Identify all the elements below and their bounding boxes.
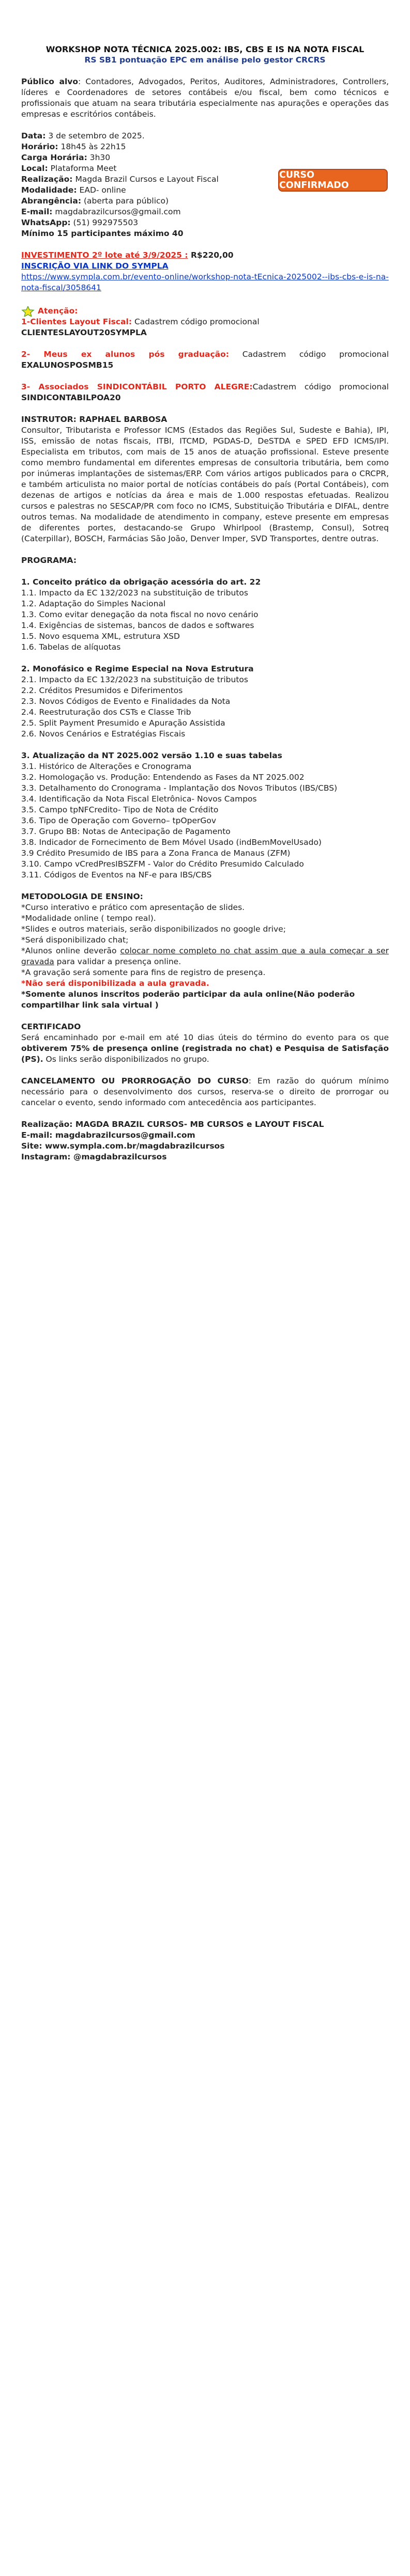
cancellation-text: : Em razão do quórum mínimo necessário para o desenvolvimento dos cursos, reserva-se o direito de prorrogar ou cancelar o evento, sendo informado com antecedência aos participantes. xyxy=(21,1076,389,1107)
list-item: 3.4. Identificação da Nota Fiscal Eletrônica- Novos Campos xyxy=(21,794,257,804)
list-item: 1.4. Exigências de sistemas, bancos de dados e softwares xyxy=(21,621,254,630)
certificate-text xyxy=(21,1032,389,1065)
detail-value: 3 de setembro de 2025. xyxy=(45,131,145,140)
instructor-heading-text: INSTRUTOR: RAPHAEL BARBOSA xyxy=(21,415,168,424)
instructor-heading xyxy=(21,414,389,425)
methodology-online-only xyxy=(21,989,389,1011)
program-section-title: 1. Conceito prático da obrigação acessória do art. 22 xyxy=(21,577,261,587)
discount-clients xyxy=(21,317,389,327)
detail-value: (51) 992975503 xyxy=(70,218,139,227)
detail-label: E-mail: xyxy=(21,207,53,216)
discount-lead: 3- Associados SINDICONTÁBIL PORTO ALEGRE: xyxy=(21,382,253,391)
list-item: 1.2. Adaptação do Simples Nacional xyxy=(21,599,166,608)
discount-code-clients xyxy=(21,327,389,338)
page-title: WORKSHOP NOTA TÉCNICA 2025.002: IBS, CBS E IS NA NOTA FISCAL xyxy=(45,44,365,54)
detail-whatsapp xyxy=(21,217,389,228)
detail-label: Realização: xyxy=(21,175,73,184)
program-section-title: 2. Monofásico e Regime Especial na Nova Estrutura xyxy=(21,664,254,673)
detail-participants xyxy=(21,228,389,239)
instructor-bio: Consultor, Tributarista e Professor ICMS (Estados das Regiões Sul, Sudeste e Bahia), IPI, ISS, emissão de notas fiscais, ITBI, ITCMD, PGDAS-D, DeSTDA e SPED EFD ICMS/IPI. Especialista em tributos, com mais de 15 anos de atuação profissional. Esteve presente como membro fundamental em diferentes empresas de consultoria tributária, bem como por inúmeras implantações de sistemas/ERP. Com vários artigos publicados para o CRCPR, e também articulista no maior portal de notícias contábeis do país (Portal Contábeis), com dezenas de artigos e notícias da área e mais de 1.000 respostas efetuadas. Realizou cursos e palestras no SESCAP/PR com foco no ICMS, Substituição Tributária e DIFAL, dentre outros temas. Na modalidade de atendimento in company, esteve presente em empresas de diferentes portes, destacando-se Grupo Whirlpool (Brastemp, Consul), Sotreq (Caterpillar), BOSCH, Farmácias São João, Denver Imper, SVD Transportes, dentre outras. xyxy=(21,426,389,543)
detail-value: Plataforma Meet xyxy=(48,164,117,173)
program-section-3 xyxy=(21,750,389,881)
certificate-text-part: Os links serão disponibilizados no grupo. xyxy=(43,1055,209,1064)
detail-value: EAD- online xyxy=(77,185,126,195)
detail-label: Local: xyxy=(21,164,48,173)
online-only-text: *Somente alunos inscritos poderão participar da aula online(Não poderão compartilhar link sala virtual ) xyxy=(21,989,355,1010)
detail-label: WhatsApp: xyxy=(21,218,71,227)
discount-lead: 1-Clientes Layout Fiscal: xyxy=(21,317,132,326)
program-heading xyxy=(21,555,389,566)
document-body xyxy=(21,44,389,1163)
list-item: 1.5. Novo esquema XML, estrutura XSD xyxy=(21,632,180,641)
list-item: 3.6. Tipo de Operação com Governo– tpOperGov xyxy=(21,816,217,825)
course-confirmed-button[interactable]: CURSO CONFIRMADO xyxy=(278,169,388,192)
list-item: 3.11. Códigos de Eventos na NF-e para IBS/CBS xyxy=(21,870,212,879)
methodology-line: *Modalidade online ( tempo real). xyxy=(21,914,156,923)
methodology-line: *Curso interativo e prático com apresentação de slides. xyxy=(21,903,245,912)
investment-label: INVESTIMENTO 2º lote até 3/9/2025 : xyxy=(21,250,188,260)
cancellation-paragraph xyxy=(21,1076,389,1108)
certificate-text-bold: obtiverem 75% de presença online (registrada no chat) e Pesquisa de Satisfação (PS). xyxy=(21,1044,389,1064)
footer-contacts xyxy=(21,1119,389,1163)
registration-url[interactable] xyxy=(21,272,389,293)
list-item: 3.10. Campo vCredPresIBSZFM - Valor do Crédito Presumido Calculado xyxy=(21,859,304,869)
star-icon xyxy=(21,306,35,317)
detail-value: magdabrazilcursos@gmail.com xyxy=(52,207,181,216)
investment-price: R$220,00 xyxy=(188,250,234,260)
program-heading-text: PROGRAMA: xyxy=(21,556,77,565)
detail-label: Mínimo 15 participantes máximo 40 xyxy=(21,229,184,238)
list-item: 2.6. Novos Cenários e Estratégias Fiscais xyxy=(21,729,186,739)
detail-time xyxy=(21,142,389,152)
detail-label: Data: xyxy=(21,131,46,140)
detail-label: Modalidade: xyxy=(21,185,77,195)
list-item: 3.9 Crédito Presumido de IBS para a Zona Franca de Manaus (ZFM) xyxy=(21,849,291,858)
list-item: 2.4. Reestruturação dos CSTs e Classe Trib xyxy=(21,708,191,717)
presence-text: para validar a presença online. xyxy=(54,957,181,966)
methodology-no-recording xyxy=(21,978,389,989)
registration-link-label[interactable] xyxy=(21,261,389,272)
footer-email[interactable]: E-mail: magdabrazilcursos@gmail.com xyxy=(21,1130,195,1140)
audience-label: Público alvo xyxy=(21,77,79,86)
detail-value: Magda Brazil Cursos e Layout Fiscal xyxy=(72,175,219,184)
detail-value: 18h45 às 22h15 xyxy=(58,142,126,151)
footer-instagram[interactable]: Instagram: @magdabrazilcursos xyxy=(21,1152,167,1161)
methodology-presence xyxy=(21,946,389,967)
program-section-2 xyxy=(21,664,389,740)
certificate-text-part: Será encaminhado por e-mail em até 10 dias úteis do término do evento para os que xyxy=(21,1033,389,1042)
methodology-recording-note: *A gravação será somente para fins de registro de presença. xyxy=(21,968,266,977)
footer-site[interactable]: Site: www.sympla.com.br/magdabrazilcursos xyxy=(21,1141,225,1151)
registration-link-text[interactable]: INSCRIÇÃO VIA LINK DO SYMPLA xyxy=(21,261,169,271)
discount-associates xyxy=(21,382,389,403)
detail-date xyxy=(21,131,389,142)
list-item: 3.5. Campo tpNFCredito- Tipo de Nota de Crédito xyxy=(21,805,219,814)
methodology-section xyxy=(21,891,389,1011)
discount-text: Cadastrem código promocional xyxy=(229,350,389,359)
list-item: 3.2. Homologação vs. Produção: Entendendo as Fases da NT 2025.002 xyxy=(21,773,305,782)
list-item: 3.7. Grupo BB: Notas de Antecipação de Pagamento xyxy=(21,827,231,836)
detail-label: Carga Horária: xyxy=(21,153,87,162)
methodology-line: *Será disponibilizado chat; xyxy=(21,935,129,945)
methodology-line: *Slides e outros materiais, serão disponibilizados no google drive; xyxy=(21,924,286,934)
certificate-section xyxy=(21,1022,389,1065)
detail-hours xyxy=(21,152,389,163)
methodology-heading: METODOLOGIA DE ENSINO: xyxy=(21,892,143,901)
attention-line xyxy=(21,306,389,317)
investment-line xyxy=(21,250,389,261)
footer-realization: Realização: MAGDA BRAZIL CURSOS- MB CURSOS e LAYOUT FISCAL xyxy=(21,1120,324,1129)
list-item: 2.1. Impacto da EC 132/2023 na substituição de tributos xyxy=(21,675,248,684)
program-section-title: 3. Atualização da NT 2025.002 versão 1.10 e suas tabelas xyxy=(21,751,282,760)
list-item: 3.3. Detalhamento do Cronograma - Implantação dos Novos Tributos (IBS/CBS) xyxy=(21,783,338,793)
presence-emphasis: colocar nome completo no chat assim que a aula começar a ser gravada xyxy=(21,946,389,966)
promo-code: EXALUNOSPOSMB15 xyxy=(21,360,114,370)
audience-text: : Contadores, Advogados, Peritos, Auditores, Administradores, Controllers, líderes e Coordenadores de setores contábeis e/ou fiscal, bem como técnicos e profissionais que atuam na seara tributária especialmente nas apurações e operações das empresas e escritórios contábeis. xyxy=(21,77,389,119)
discount-lead: 2- Meus ex alunos pós graduação: xyxy=(21,350,229,359)
list-item: 1.1. Impacto da EC 132/2023 na substituição de tributos xyxy=(21,588,248,598)
cancellation-heading: CANCELAMENTO OU PRORROGAÇÃO DO CURSO xyxy=(21,1076,249,1086)
certificate-heading: CERTIFICADO xyxy=(21,1022,81,1031)
detail-label: Abrangência: xyxy=(21,196,82,206)
detail-label: Horário: xyxy=(21,142,58,151)
list-item: 3.1. Histórico de Alterações e Cronograma xyxy=(21,762,192,771)
list-item: 1.3. Como evitar denegação da nota fiscal no novo cenário xyxy=(21,610,259,619)
list-item: 1.6. Tabelas de alíquotas xyxy=(21,642,121,652)
registration-url-text[interactable]: https://www.sympla.com.br/evento-online/workshop-nota-tEcnica-2025002--ibs-cbs-e-is-na-nota-fiscal/3058641 xyxy=(21,272,389,292)
list-item: 3.8. Indicador de Fornecimento de Bem Móvel Usado (indBemMovelUsado) xyxy=(21,838,322,847)
detail-email xyxy=(21,207,389,217)
list-item: 2.5. Split Payment Presumido e Apuração Assistida xyxy=(21,718,225,728)
detail-value: (aberta para público) xyxy=(81,196,169,206)
promo-code: CLIENTESLAYOUT20SYMPLA xyxy=(21,328,147,337)
discount-text: Cadastrem código promocional xyxy=(252,382,389,391)
promo-code: SINDICONTABILPOA20 xyxy=(21,393,121,402)
discount-text: Cadastrem código promocional xyxy=(132,317,260,326)
presence-text: *Alunos online deverão xyxy=(21,946,120,955)
list-item: 2.2. Créditos Presumidos e Diferimentos xyxy=(21,686,183,695)
discount-alumni xyxy=(21,349,389,371)
attention-label: Atenção: xyxy=(38,306,78,316)
detail-value: 3h30 xyxy=(87,153,111,162)
audience-paragraph xyxy=(21,76,389,120)
program-section-1 xyxy=(21,577,389,653)
list-item: 2.3. Novos Códigos de Evento e Finalidades da Nota xyxy=(21,697,231,706)
detail-scope xyxy=(21,196,389,207)
page-subtitle: RS SB1 pontuação EPC em análise pelo gestor CRCRS xyxy=(84,55,326,65)
no-recording-text: *Não será disponibilizada a aula gravada. xyxy=(21,979,209,988)
